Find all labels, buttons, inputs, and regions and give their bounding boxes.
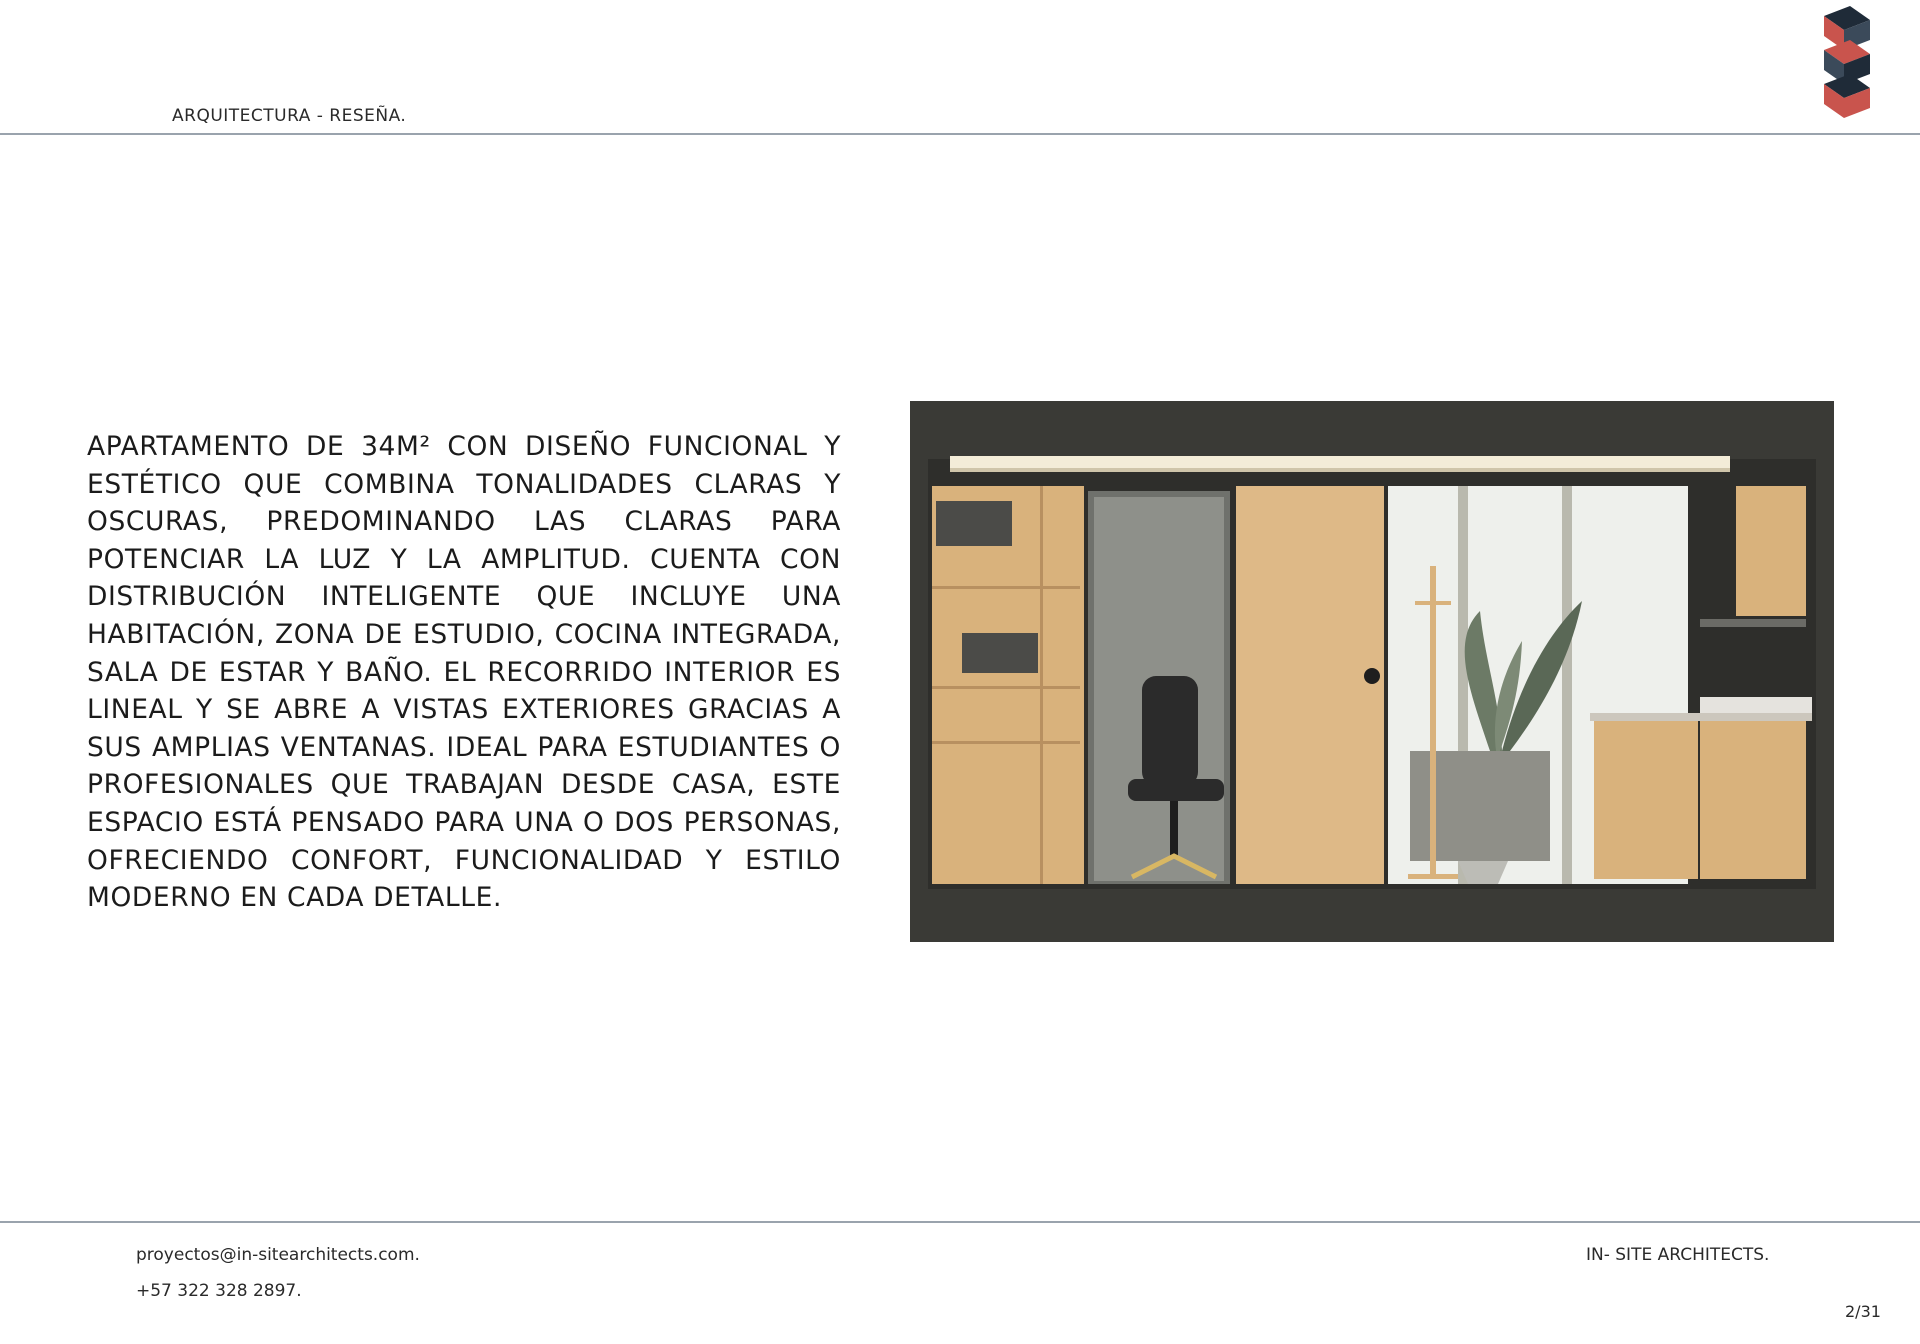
double-helix-logo-icon <box>1810 6 1884 126</box>
footer-divider <box>0 1221 1920 1223</box>
contact-email: proyectos@in-sitearchitects.com. <box>136 1245 420 1265</box>
page-number: 2/31 <box>1845 1302 1881 1321</box>
contact-phone: +57 322 328 2897. <box>136 1281 302 1301</box>
interior-section-render <box>910 401 1834 942</box>
header-divider <box>0 133 1920 135</box>
project-description: APARTAMENTO DE 34M² CON DISEÑO FUNCIONAL Y ESTÉTICO QUE COMBINA TONALIDADES CLARAS Y OSCURAS, PREDOMINANDO LAS CLARAS PARA POTENCIAR LA LUZ Y LA AMPLITUD. CUENTA CON DISTRIBUCIÓN INTELIGENTE QUE INCLUYE UNA HABITACIÓN, ZONA DE ESTUDIO, COCINA INTEGRADA, SALA DE ESTAR Y BAÑO. EL RECORRIDO INTERIOR ES LINEAL Y SE ABRE A VISTAS EXTERIORES GRACIAS A SUS AMPLIAS VENTANAS. IDEAL PARA ESTUDIANTES O PROFESIONALES QUE TRABAJAN DESDE CASA, ESTE ESPACIO ESTÁ PENSADO PARA UNA O DOS PERSONAS, OFRECIENDO CONFORT, FUNCIONALIDAD Y ESTILO MODERNO EN CADA DETALLE. <box>87 431 841 914</box>
company-name: IN- SITE ARCHITECTS. <box>1586 1245 1770 1265</box>
section-label: ARQUITECTURA - RESEÑA. <box>172 106 407 126</box>
